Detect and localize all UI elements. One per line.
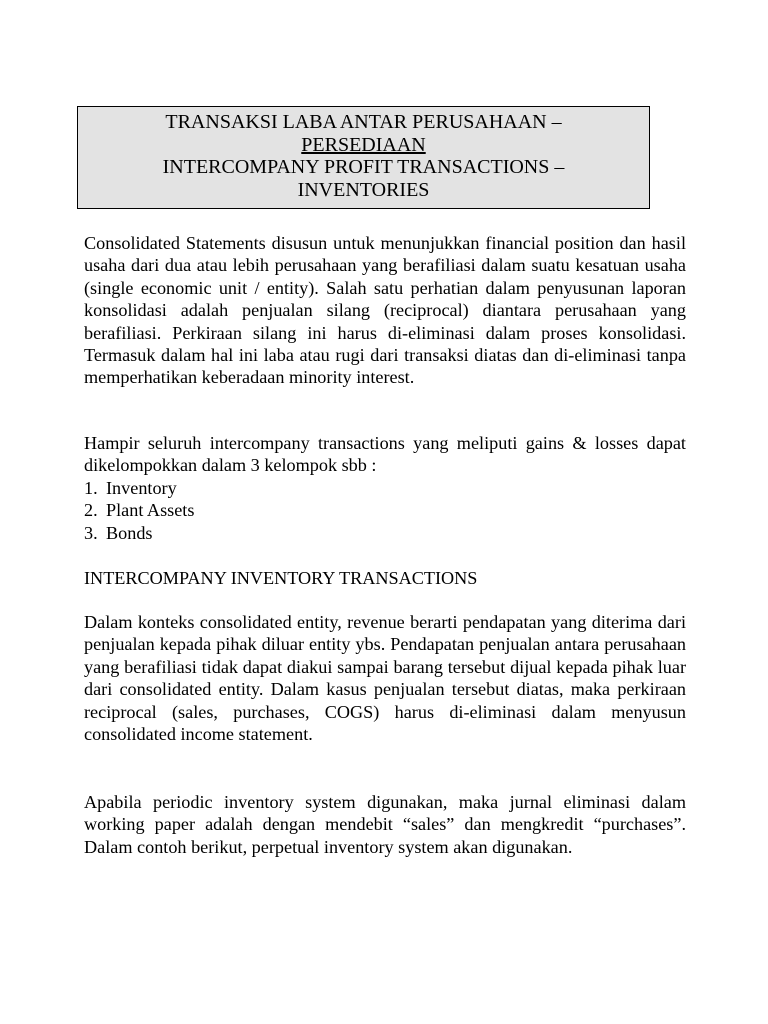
list-item [84, 499, 686, 521]
paragraph-consolidated-entity: Dalam konteks consolidated entity, revenue berarti pendapatan yang diterima dari penjualan kepada pihak diluar entity ybs. Pendapatan penjualan antara perusahaan yang berafiliasi tidak dapat diakui sampai barang tersebut dijual kepada pihak luar dari consolidated entity. Dalam kasus penjualan tersebut diatas, maka perkiraan reciprocal (sales, purchases, COGS) harus di-eliminasi dalam menyusun consolidated income statement. [84, 612, 686, 745]
transaction-group-list [84, 477, 686, 544]
list-item-number: 1. [84, 477, 98, 498]
transaction-groups-section [84, 432, 686, 544]
list-item-text: Inventory [106, 477, 177, 498]
list-item-text: Plant Assets [106, 500, 195, 521]
list-item [84, 522, 686, 544]
paragraph-consolidated-statements: Consolidated Statements disusun untuk menunjukkan financial position dan hasil usaha dari dua atau lebih perusahaan yang berafiliasi dalam suatu kesatuan usaha (single economic unit / entity). Salah satu perhatian dalam penyusunan laporan konsolidasi adalah penjualan silang (reciprocal) diantara perusahaan yang berafiliasi. Perkiraan silang ini harus di-eliminasi dalam proses konsolidasi. Termasuk dalam hal ini laba atau rugi dari transaksi diatas dan di-eliminasi tanpa memperhatikan keberadaan minority interest. [84, 233, 686, 388]
title-line-3: INTERCOMPANY PROFIT TRANSACTIONS – [162, 156, 565, 178]
title-line-4: INVENTORIES [297, 178, 430, 201]
title-line-2: PERSEDIAAN [301, 133, 426, 156]
list-item-number: 2. [84, 500, 98, 521]
list-item-text: Bonds [106, 522, 153, 543]
title-box [77, 106, 650, 209]
list-item-number: 3. [84, 522, 98, 543]
section-heading: INTERCOMPANY INVENTORY TRANSACTIONS [84, 568, 478, 588]
title-line-1: TRANSAKSI LABA ANTAR PERUSAHAAN – [165, 111, 562, 133]
paragraph-transaction-groups: Hampir seluruh intercompany transactions yang meliputi gains & losses dapat dikelompokkan dalam 3 kelompok sbb : [84, 433, 686, 476]
list-item [84, 477, 686, 499]
paragraph-periodic-inventory: Apabila periodic inventory system digunakan, maka jurnal eliminasi dalam working paper adalah dengan mendebit “sales” dan mengkredit “purchases”. Dalam contoh berikut, perpetual inventory system akan digunakan. [84, 792, 686, 857]
